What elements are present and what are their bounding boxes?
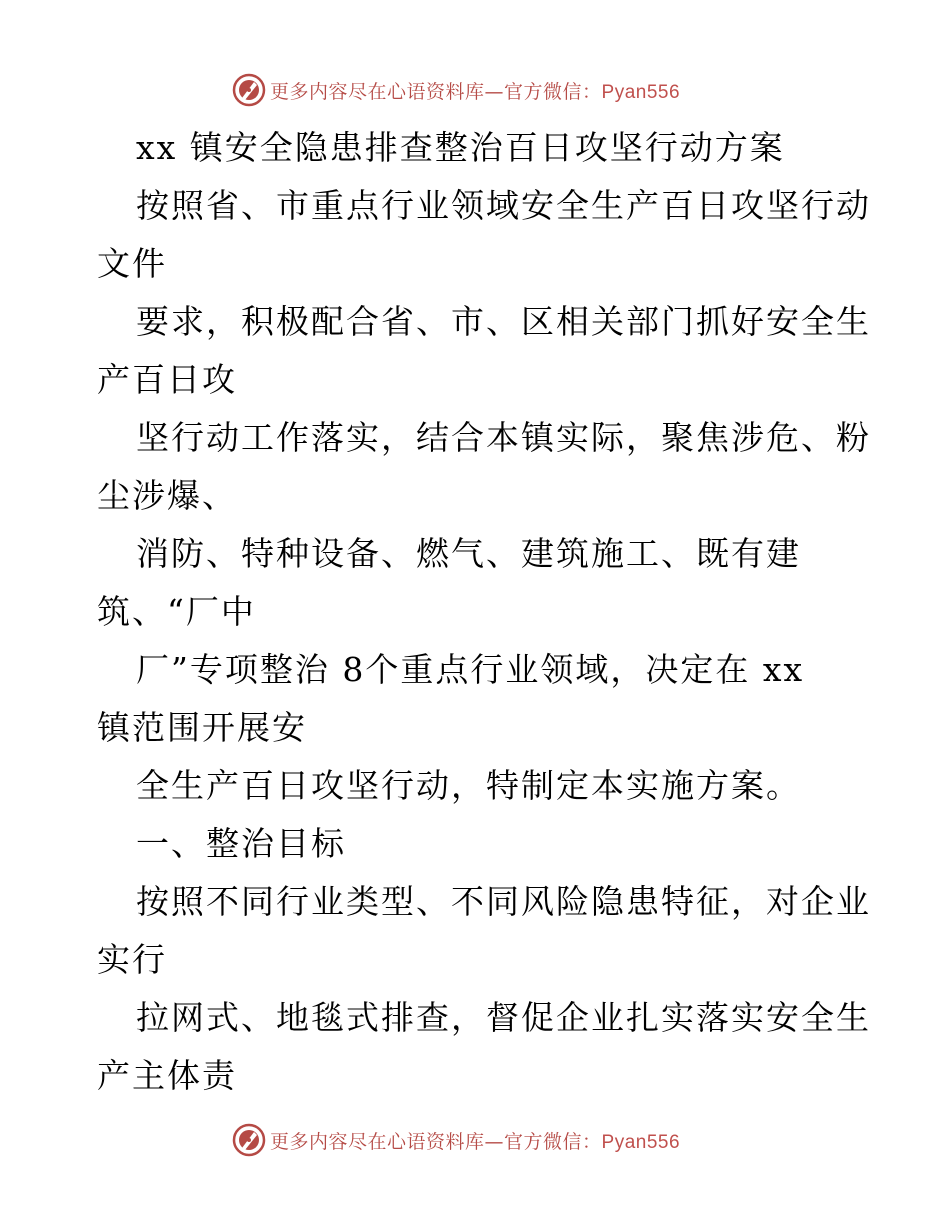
pen-nib-logo-icon [232, 73, 266, 107]
footer-banner [232, 1122, 680, 1158]
document-line: 按照不同行业类型、不同风险隐患特征，对企业 [136, 882, 871, 921]
banner-main-text: 更多内容尽在心语资料库 [270, 80, 485, 103]
document-title: xx 镇安全隐患排查整治百日攻坚行动方案 [136, 128, 785, 167]
document-line: 坚行动工作落实，结合本镇实际，聚焦涉危、粉 [136, 418, 871, 457]
document-line: 镇范围开展安 [97, 708, 307, 747]
header-banner [232, 72, 680, 108]
document-line: 实行 [97, 940, 167, 979]
banner-wechat-id: Pyan556 [601, 1131, 681, 1153]
banner-wechat-label: 官方微信： [504, 80, 602, 103]
banner-wechat-id: Pyan556 [601, 81, 681, 103]
banner-dash: — [484, 80, 505, 103]
document-line: 产主体责 [97, 1056, 237, 1095]
pen-nib-logo-icon [232, 1123, 266, 1157]
banner-text [270, 1127, 680, 1154]
document-line: 产百日攻 [97, 360, 237, 399]
document-line: 要求，积极配合省、市、区相关部门抓好安全生 [136, 302, 871, 341]
document-line: 文件 [97, 244, 167, 283]
section-heading: 一、整治目标 [136, 824, 346, 863]
document-line: 尘涉爆、 [97, 476, 237, 515]
document-line: 拉网式、地毯式排查，督促企业扎实落实安全生 [136, 998, 871, 1037]
banner-text [270, 77, 680, 104]
document-line: 消防、特种设备、燃气、建筑施工、既有建 [136, 534, 801, 573]
banner-main-text: 更多内容尽在心语资料库 [270, 1130, 485, 1153]
document-line: 按照省、市重点行业领域安全生产百日攻坚行动 [136, 186, 871, 225]
document-line: 筑、“厂中 [97, 592, 256, 631]
banner-dash: — [484, 1130, 505, 1153]
document-line: 厂”专项整治 8个重点行业领域，决定在 xx [136, 650, 805, 689]
document-line: 全生产百日攻坚行动，特制定本实施方案。 [136, 766, 801, 805]
banner-wechat-label: 官方微信： [504, 1130, 602, 1153]
